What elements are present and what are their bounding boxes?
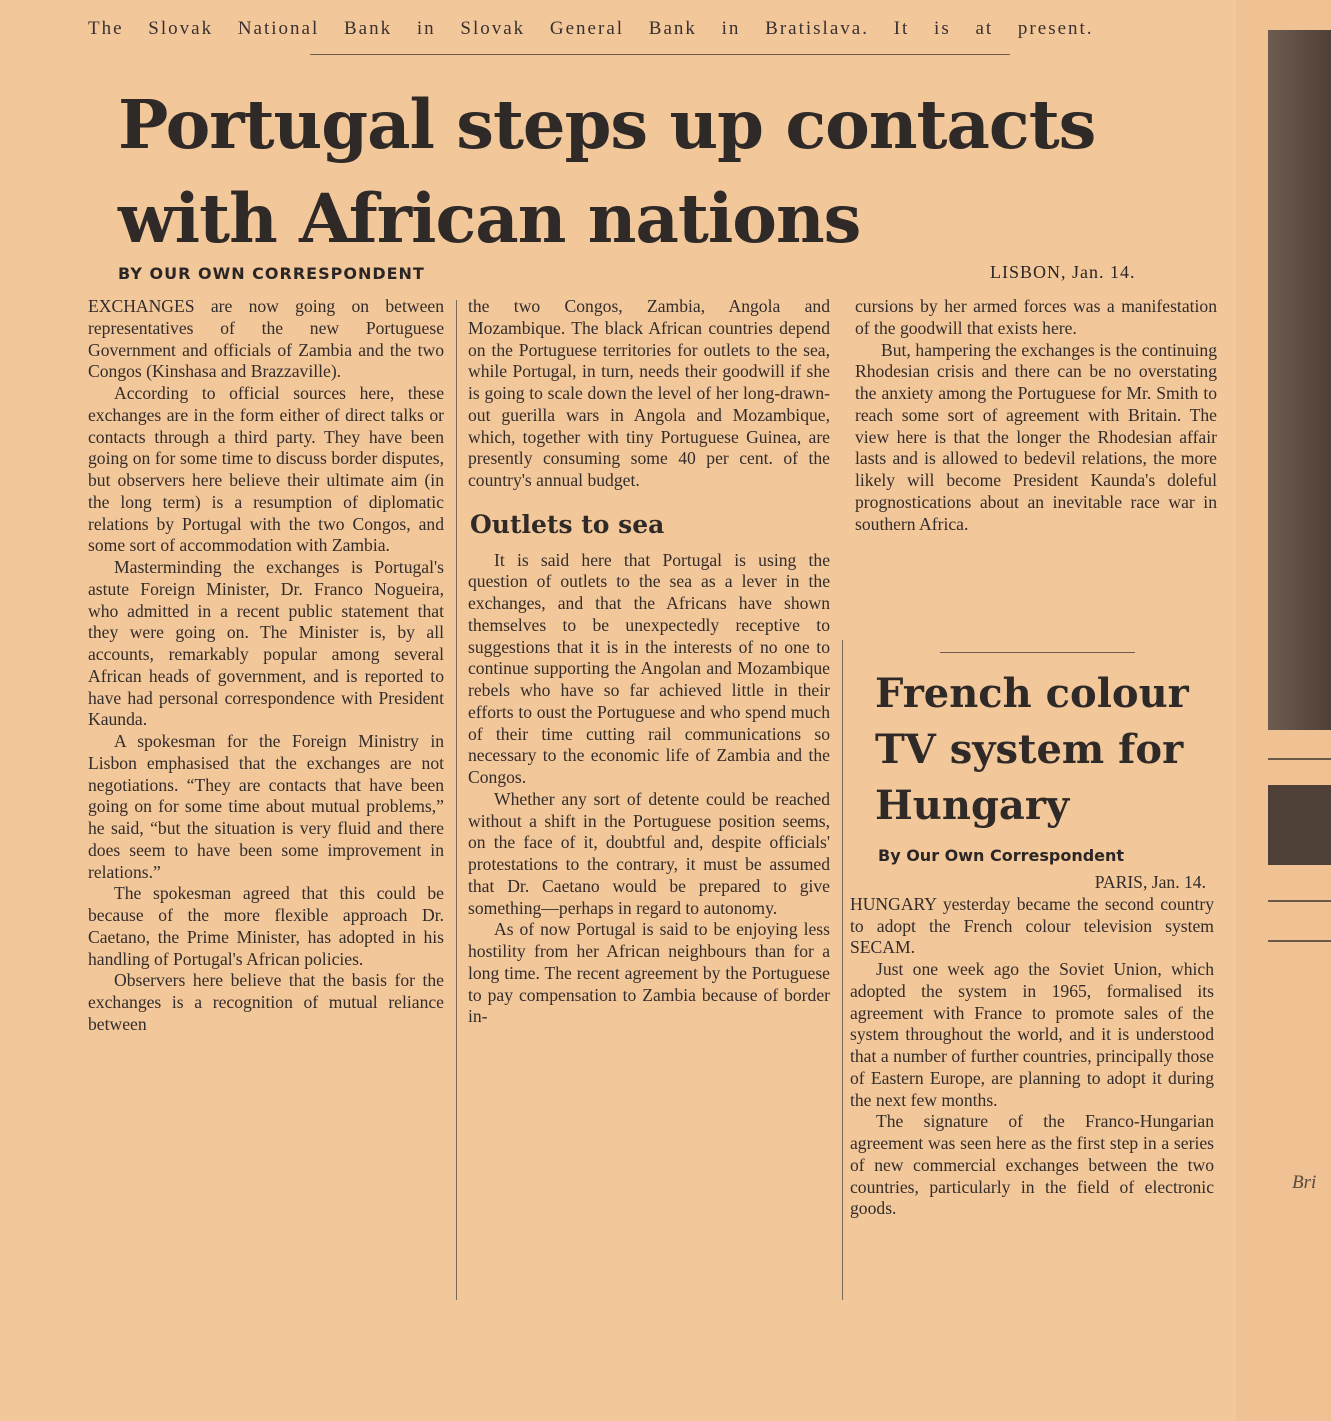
article-column-1	[88, 296, 444, 1036]
article-separator	[940, 652, 1135, 653]
top-rule	[310, 54, 1010, 55]
paragraph: It is said here that Portugal is using the question of outlets to the sea as a lever in the exchanges, and that the Africans have shown themselves to be unexpectedly receptive to suggestions that it is in the interests of no one to continue supporting the Angolan and Mozambique rebels who have so far achieved little in their efforts to oust the Portuguese and who spend much of their time cutting rail communications so necessary to the economic life of Zambia and the Congos.	[468, 549, 830, 787]
paragraph: The signature of the Franco-Hungarian agreement was seen here as the first step in a series of new commercial exchanges between the two countries, particularly in the field of electronic goods.	[850, 1111, 1214, 1219]
paragraph: Just one week ago the Soviet Union, which adopted the system in 1965, formalised its agreement with France to promote sales of the system throughout the world, and it is understood that a number of further countries, principally those of Eastern Europe, are planning to adopt it during the next few months.	[850, 959, 1214, 1110]
dark-bar-2	[1268, 785, 1331, 865]
paragraph: As of now Portugal is said to be enjoying less hostility from her African neighbours than for a long time. The recent agreement by the Portuguese to pay compensation to Zambia because of border in-	[468, 919, 830, 1027]
second-byline: By Our Own Correspondent	[878, 846, 1125, 865]
paragraph: EXCHANGES are now going on between representatives of the new Portuguese Government and officials of Zambia and the two Congos (Kinshasa and Brazzaville).	[88, 296, 444, 382]
second-headline: French colour TV system for Hungary	[875, 670, 1189, 829]
previous-article-tail: The Slovak National Bank in Slovak General Bank in Bratislava. It is at present.	[88, 18, 1094, 39]
paragraph: Observers here believe that the basis for the exchanges is a recognition of mutual reliance between	[88, 970, 444, 1034]
strip-rule-2	[1268, 900, 1331, 902]
paragraph: But, hampering the exchanges is the continuing Rhodesian crisis and there can be no overstating the anxiety among the Portuguese for Mr. Smith to reach some sort of agreement with Britain. The view here is that the longer the Rhodesian affair lasts and is allowed to bedevil relations, the more likely will become President Kaunda's doleful prognostications about an inevitable race war in southern Africa.	[855, 339, 1217, 534]
strip-rule-3	[1268, 940, 1331, 942]
paragraph: HUNGARY yesterday became the second country to adopt the French colour television system SECAM.	[850, 893, 1214, 958]
column-rule-2	[842, 640, 843, 1300]
paragraph: The spokesman agreed that this could be because of the more flexible approach Dr. Caetano, the Prime Minister, has adopted in his handling of Portugal's African policies.	[88, 883, 444, 969]
strip-rule-1	[1268, 758, 1331, 760]
adjacent-page-word: Bri	[1292, 1172, 1317, 1193]
column-rule-1	[456, 300, 457, 1300]
main-headline: Portugal steps up contacts with African nations	[118, 85, 1096, 258]
dark-bar-1	[1268, 30, 1331, 730]
paragraph: A spokesman for the Foreign Ministry in Lisbon emphasised that the exchanges are not negotiations. “They are contacts that have been going on for some time about mutual problems,” he said, “but the situation is very fluid and there does seem to have been some improvement in relations.”	[88, 731, 444, 882]
second-dateline: PARIS, Jan. 14.	[1094, 872, 1206, 892]
paragraph: Whether any sort of detente could be reached without a shift in the Portuguese position seems, on the face of it, doubtful and, despite officials' protestations to the contrary, it must be assumed that Dr. Caetano would be prepared to give something—perhaps in regard to autonomy.	[468, 788, 830, 918]
second-article-column	[850, 872, 1214, 1220]
article-column-2	[468, 296, 830, 1028]
paragraph: the two Congos, Zambia, Angola and Mozambique. The black African countries depend on the Portuguese territories for outlets to the sea, while Portugal, in turn, needs their goodwill if she is going to scale down the level of her long-drawn-out guerilla wars in Angola and Mozambique, which, together with tiny Portuguese Guinea, are presently consuming some 40 per cent. of the country's annual budget.	[468, 296, 830, 490]
article-column-3	[855, 296, 1217, 535]
dateline: LISBON, Jan. 14.	[990, 262, 1136, 282]
paragraph: According to official sources here, these exchanges are in the form either of direct talks or contacts through a third party. They have been going on for some time to discuss border disputes, but observers here believe their ultimate aim (in the long term) is a resumption of diplomatic relations by Portugal with the two Congos, and some sort of accommodation with Zambia.	[88, 383, 444, 556]
byline: BY OUR OWN CORRESPONDENT	[118, 264, 425, 283]
paragraph: cursions by her armed forces was a manifestation of the goodwill that exists here.	[855, 296, 1217, 338]
paragraph: Masterminding the exchanges is Portugal's astute Foreign Minister, Dr. Franco Nogueira, who admitted in a recent public statement that they were going on. The Minister is, by all accounts, remarkably popular among several African heads of government, and is reported to have had personal correspondence with President Kaunda.	[88, 557, 444, 730]
subheading: Outlets to sea	[470, 509, 665, 539]
